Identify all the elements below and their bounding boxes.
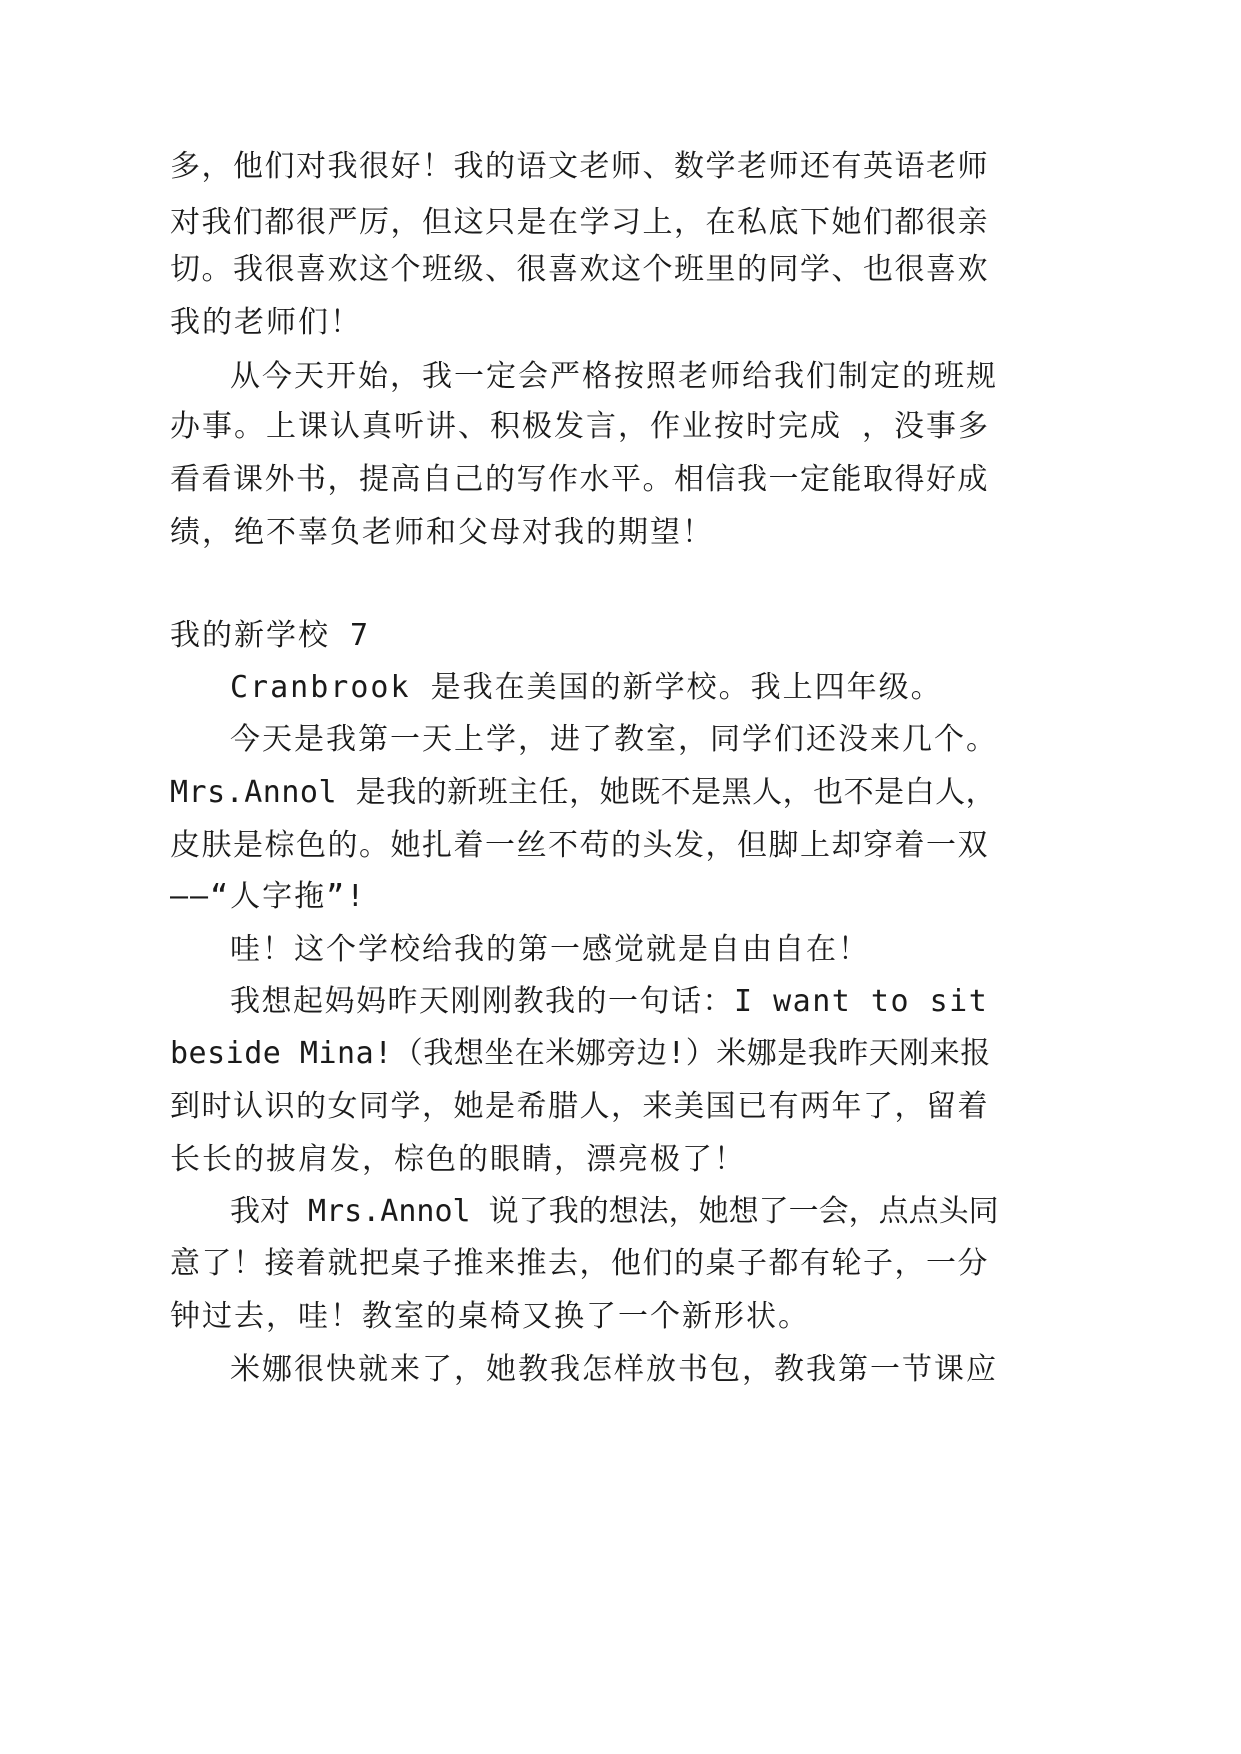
paragraph-4-line-3: 皮肤是棕色的。她扎着一丝不苟的头发，但脚上却穿着一双 — [170, 828, 989, 863]
paragraph-6-line-3: 到时认识的女同学，她是希腊人，来美国已有两年了，留着 — [170, 1089, 989, 1124]
paragraph-7-line-1: 我对 Mrs.Annol 说了我的想法，她想了一会，点点头同 — [230, 1194, 999, 1229]
paragraph-6-line-2: beside Mina!（我想坐在米娜旁边!）米娜是我昨天刚来报 — [170, 1036, 991, 1071]
paragraph-2-line-1: 从今天开始，我一定会严格按照老师给我们制定的班规 — [230, 359, 998, 394]
paragraph-1-line-3: 切。我很喜欢这个班级、很喜欢这个班里的同学、也很喜欢 — [170, 252, 989, 287]
paragraph-1-line-2: 对我们都很严厉，但这只是在学习上，在私底下她们都很亲 — [170, 205, 989, 240]
paragraph-3-line-1: Cranbrook 是我在美国的新学校。我上四年级。 — [230, 670, 943, 705]
paragraph-2-line-2: 办事。上课认真听讲、积极发言，作业按时完成 ，没事多 — [170, 409, 991, 444]
paragraph-1-line-1: 多，他们对我很好！我的语文老师、数学老师还有英语老师 — [170, 149, 989, 184]
paragraph-2-line-3: 看看课外书，提高自己的写作水平。相信我一定能取得好成 — [170, 462, 989, 497]
paragraph-1-line-4: 我的老师们！ — [170, 305, 362, 340]
paragraph-7-line-3: 钟过去，哇！教室的桌椅又换了一个新形状。 — [170, 1299, 810, 1334]
paragraph-5-line-1: 哇！这个学校给我的第一感觉就是自由自在！ — [230, 932, 870, 967]
paragraph-6-line-4: 长长的披肩发，棕色的眼睛，漂亮极了！ — [170, 1142, 746, 1177]
paragraph-8-line-1: 米娜很快就来了，她教我怎样放书包，教我第一节课应 — [230, 1352, 998, 1387]
paragraph-6-line-1: 我想起妈妈昨天刚刚教我的一句话：I want to sit — [230, 984, 989, 1019]
section-title: 我的新学校 7 — [170, 618, 371, 653]
paragraph-4-line-4: ——“人字拖”! — [170, 879, 367, 914]
paragraph-2-line-4: 绩，绝不辜负老师和父母对我的期望！ — [170, 515, 714, 550]
paragraph-4-line-2: Mrs.Annol 是我的新班主任，她既不是黑人，也不是白人， — [170, 775, 997, 810]
paragraph-7-line-2: 意了！接着就把桌子推来推去，他们的桌子都有轮子，一分 — [170, 1246, 989, 1281]
paragraph-4-line-1: 今天是我第一天上学，进了教室，同学们还没来几个。 — [230, 722, 998, 757]
